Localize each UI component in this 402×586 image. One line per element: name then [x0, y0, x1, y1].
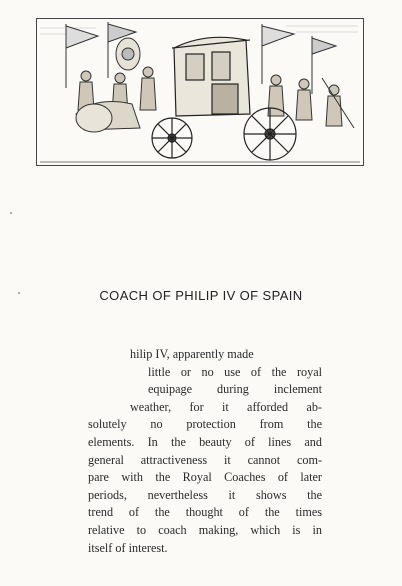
body-paragraph — [88, 346, 322, 557]
royal-coach-illustration — [36, 18, 364, 166]
text-line: hilip IV, apparently made — [130, 347, 254, 361]
text-line: periods, nevertheless it shows the — [88, 487, 322, 502]
paper-speck — [10, 212, 12, 214]
text-line: solutely no protection from the — [88, 417, 322, 432]
text-line: itself of interest. — [88, 540, 168, 555]
text-line: weather, for it afforded ab- — [130, 399, 322, 414]
text-line: pare with the Royal Coaches of later — [88, 470, 322, 485]
paper-speck — [18, 292, 20, 294]
text-line: elements. In the beauty of lines and — [88, 434, 322, 449]
illustration-caption: COACH OF PHILIP IV OF SPAIN — [99, 288, 303, 303]
text-line: equipage during inclement — [148, 382, 322, 397]
text-line: trend of the thought of the times — [88, 505, 322, 520]
text-line: relative to coach making, which is in — [88, 522, 322, 537]
text-line: general attractiveness it cannot com- — [88, 452, 322, 467]
text-line: little or no use of the royal — [148, 364, 322, 379]
